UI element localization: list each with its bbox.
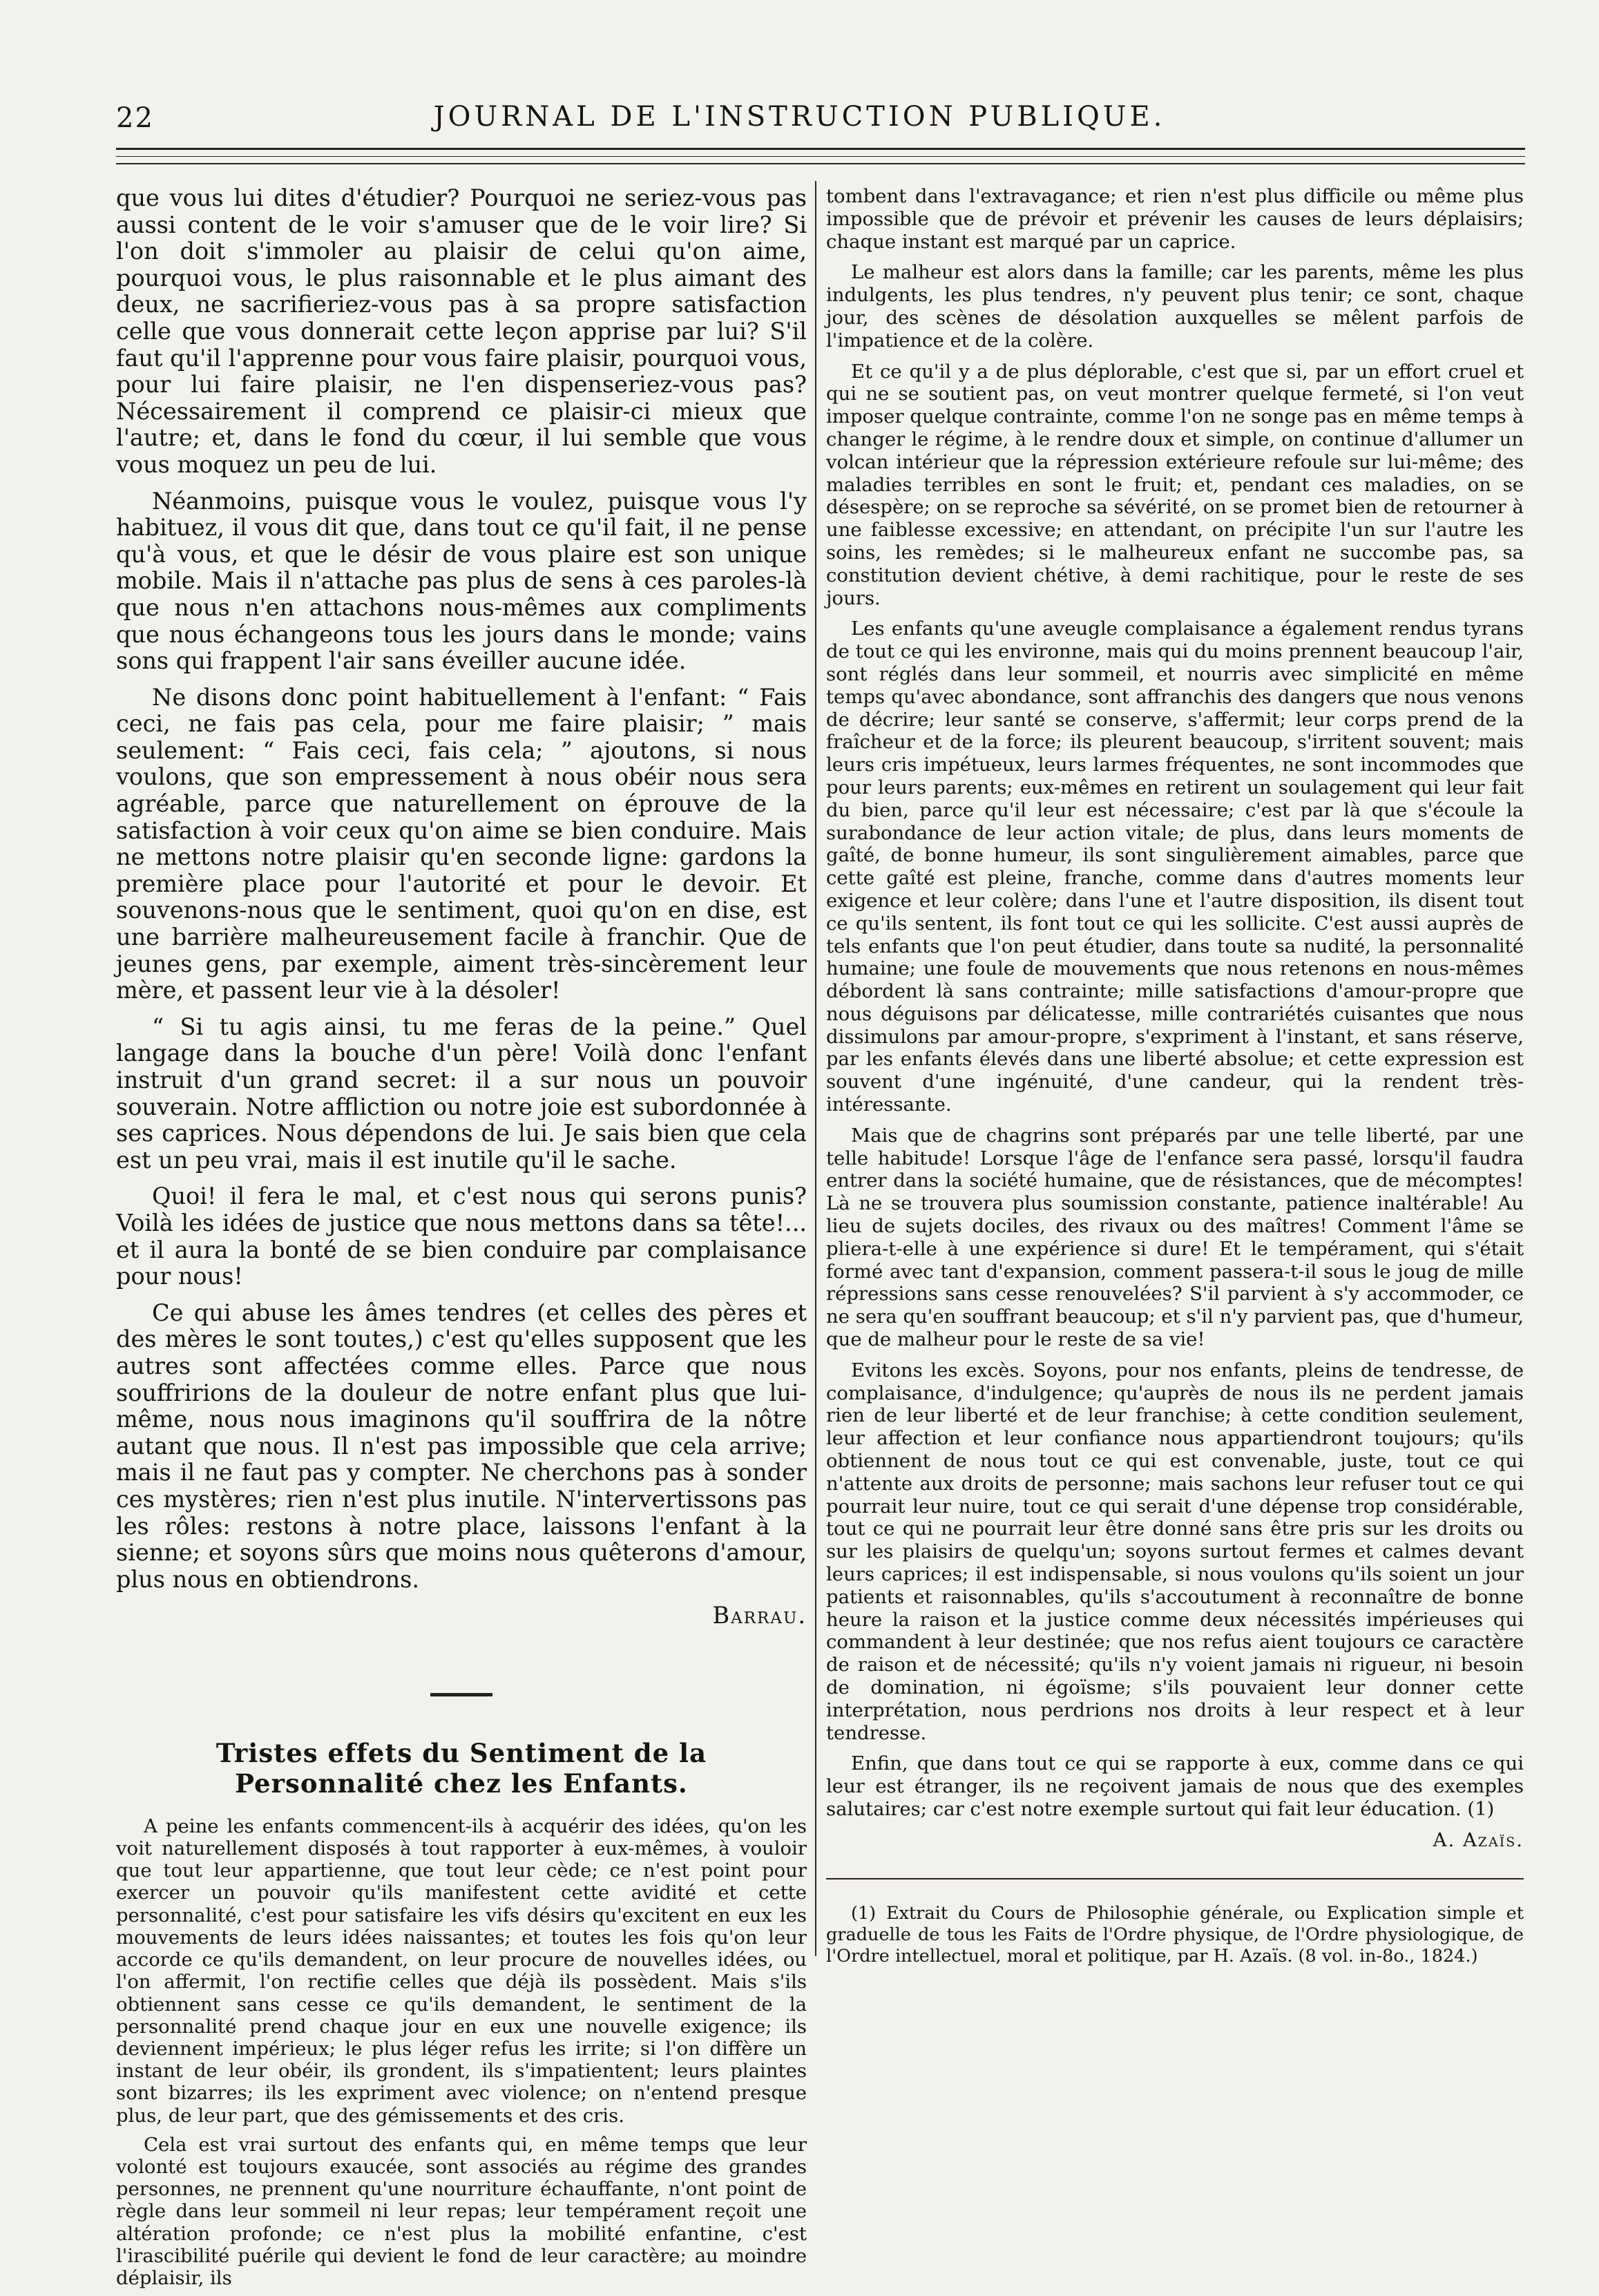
paragraph: Les enfants qu'une aveugle complaisance a également rendus tyrans de tout ce qui les environne, mais qui du moins prennent beaucoup l'air, sont réglés dans leur sommeil, et nourris avec simplicité en même temps qu'avec abondance, sont affranchis des dangers que nous venons de décrire; leur santé se conserve, s'affermit; leur corps prend de la fraîcheur et de la force; ils pleurent beaucoup, s'irritent souvent; mais leurs cris impétueux, leurs larmes fréquentes, ne sont incommodes que pour leurs parents; eux-mêmes en retirent un soulagement qui leur fait du bien, parce qu'il leur est nécessaire; c'est par là que s'écoule la surabondance de leur action vitale; de plus, dans leurs moments de gaîté, de bonne humeur, ils sont singulièrement aimables, parce que cette gaîté est pleine, franche, comme dans d'autres moments leur exigence et leur colère; dans l'une et l'autre disposition, ils disent tout ce qu'ils sentent, ils font tout ce qui les sollicite. C'est aussi auprès de tels enfants que l'on peut étudier, dans toute sa nudité, la personnalité humaine; une foule de mouvements que nous retenons en nous-mêmes débordent là sans contrainte; mille satisfactions d'amour-propre que nous déguisons par délicatesse, mille contrariétés cuisantes que nous dissimulons par amour-propre, s'expriment à l'instant, et sans réserve, par les enfants élevés dans une liberté absolue; et cette expression est souvent d'une ingénuité, d'une candeur, qui la rendent très-intéressante.	[826, 618, 1524, 1116]
column-divider	[815, 181, 816, 1956]
section-separator	[430, 1693, 492, 1696]
footnote-rule	[826, 1878, 1524, 1879]
header-rule-thin	[116, 156, 1525, 157]
author-signature: Barrau.	[712, 1602, 807, 1629]
paragraph: tombent dans l'extravagance; et rien n'est plus difficile ou même plus impossible que de prévoir et prévenir les causes de leurs déplaisirs; chaque instant est marqué par un caprice.	[826, 185, 1524, 253]
article-title: Tristes effets du Sentiment de la Personnalité chez les Enfants.	[216, 1737, 707, 1799]
paragraph: Enfin, que dans tout ce qui se rapporte à eux, comme dans ce qui leur est étranger, ils ne reçoivent jamais de nous que des exemples salutaires; car c'est notre exemple surtout qui fait leur éducation. (1)	[826, 1752, 1524, 1820]
header-rule-lower	[116, 163, 1525, 164]
paragraph: Et ce qu'il y a de plus déplorable, c'est que si, par un effort cruel et qui ne se soutient pas, on veut montrer quelque fermeté, si l'on veut imposer quelque contrainte, comme l'on ne songe pas en même temps à changer le régime, à le rendre doux et simple, on continue d'allumer un volcan intérieur que la répression extérieure refoule sur lui-même; des maladies terribles en sont le fruit; et, pendant ces maladies, on se désespère; on se reproche sa sévérité, on se promet bien de retourner à une faiblesse excessive; en attendant, on précipite l'un sur l'autre les soins, les remèdes; si le malheureux enfant ne succombe pas, sa constitution devient chétive, à demi rachitique, pour le reste de ses jours.	[826, 360, 1524, 609]
paragraph: Mais que de chagrins sont préparés par une telle liberté, par une telle habitude! Lorsque l'âge de l'enfance sera passé, lorsqu'il faudra entrer dans la société humaine, que de résistances, que de mécomptes! Là ne se trouvera plus soumission constante, patience inaltérable! Au lieu de sujets dociles, des rivaux ou des maîtres! Comment l'âme se pliera-t-elle à une expérience si dure! Et le tempérament, qui s'était formé avec tant d'expansion, comment passera-t-il sous le joug de mille répressions sans cesse renouvelées? S'il parvient à s'y accommoder, ce ne sera qu'en souffrant beaucoup; et s'il n'y parvient pas, que d'humeur, que de malheur pour le reste de sa vie!	[826, 1124, 1524, 1351]
left-column	[116, 185, 807, 2296]
paragraph: que vous lui dites d'étudier? Pourquoi ne seriez-vous pas aussi content de le voir s'amuser que de le voir lire? Si l'on doit s'immoler au plaisir de celui qu'on aime, pourquoi vous, le plus raisonnable et le plus aimant des deux, ne sacrifieriez-vous pas à sa propre satisfaction celle que vous donnerait cette leçon apprise par lui? S'il faut qu'il l'apprenne pour vous faire plaisir, pourquoi vous, pour lui faire plaisir, ne l'en dispenseriez-vous pas? Nécessairement il comprend ce plaisir-ci mieux que l'autre; et, dans le fond du cœur, il lui semble que vous vous moquez un peu de lui.	[116, 184, 807, 478]
paragraph: Ne disons donc point habituellement à l'enfant: “ Fais ceci, ne fais pas cela, pour me faire plaisir; ” mais seulement: “ Fais ceci, fais cela; ” ajoutons, si nous voulons, que son empressement à nous obéir nous sera agréable, parce que naturellement on éprouve de la satisfaction à voir ceux qu'on aime se bien conduire. Mais ne mettons notre plaisir qu'en seconde ligne: gardons la première place pour l'autorité et pour le devoir. Et souvenons-nous que le sentiment, quoi qu'on en dise, est une barrière malheureusement facile à franchir. Que de jeunes gens, par exemple, aiment très-sincèrement leur mère, et passent leur vie à la désoler!	[116, 683, 807, 1004]
paragraph: Néanmoins, puisque vous le voulez, puisque vous l'y habituez, il vous dit que, dans tout ce qu'il fait, il ne pense qu'à vous, et que le désir de vous plaire est son unique mobile. Mais il n'attache pas plus de sens à ces paroles-là que nous n'en attachons nous-mêmes aux compliments que nous échangeons tous les jours dans le monde; vains sons qui frappent l'air sans éveiller aucune idée.	[116, 487, 807, 675]
paragraph: Cela est vrai surtout des enfants qui, en même temps que leur volonté est toujours exaucée, sont associés au régime des grandes personnes, ne prennent qu'une nourriture échauffante, n'ont point de règle dans leur sommeil ni leur repas; leur tempérament reçoit une altération profonde; ce n'est plus la mobilité enfantine, c'est l'irascibilité puérile qui devient le fond de leur caractère; au moindre déplaisir, ils	[116, 2133, 807, 2289]
paragraph: “ Si tu agis ainsi, tu me feras de la peine.” Quel langage dans la bouche d'un père! Voilà donc l'enfant instruit d'un grand secret: il a sur nous un pouvoir souverain. Notre affliction ou notre joie est subordonnée à ses caprices. Nous dépendons de lui. Je sais bien que cela est un peu vrai, mais il est inutile qu'il le sache.	[116, 1013, 807, 1174]
paragraph: A peine les enfants commencent-ils à acquérir des idées, qu'on les voit naturellement disposés à tout rapporter à eux-mêmes, à vouloir que tout leur appartienne, que tout leur cède; ce n'est point pour exercer un pouvoir qu'ils manifestent cette avidité et cette personnalité, c'est pour satisfaire les vifs désirs qu'excitent en eux les mouvements de leurs idées naissantes; et toutes les fois qu'on leur accorde ce qu'ils demandent, on leur procure de nouvelles idées, ou l'on affermit, l'on rectifie celles que déjà ils possèdent. Mais s'ils obtiennent sans cesse ce qu'ils demandent, le sentiment de la personnalité prend chaque jour en eux une nouvelle exigence; ils deviennent impérieux; le plus léger refus les irrite; si l'on diffère un instant de leur obéir, ils grondent, ils s'impatientent; leurs plaintes sont bizarres; ils les expriment avec violence; on n'entend presque plus, de leur part, que des gémissements et des cris.	[116, 1815, 807, 2127]
footnote: (1) Extrait du Cours de Philosophie générale, ou Explication simple et graduelle de tous les Faits de l'Ordre physique, de l'Ordre physiologique, de l'Ordre intellectuel, moral et politique, par H. Azaïs. (8 vol. in-8o., 1824.)	[826, 1902, 1524, 1967]
right-column	[826, 185, 1524, 1975]
second-article-left	[116, 1815, 807, 2289]
paragraph: Le malheur est alors dans la famille; car les parents, même les plus indulgents, les plus tendres, n'y peuvent plus tenir; ce sont, chaque jour, des scènes de désolation auxquelles se mêlent parfois de l'impatience et de la colère.	[826, 261, 1524, 352]
first-article	[116, 185, 807, 1629]
author-signature: A. Azaïs.	[1433, 1828, 1524, 1851]
paragraph: Evitons les excès. Soyons, pour nos enfants, pleins de tendresse, de complaisance, d'indulgence; qu'auprès de nous ils ne perdent jamais rien de leur liberté et de leur franchise; à cette condition seulement, leur affection et leur confiance nous appartiendront toujours; qu'ils obtiennent de nous tout ce qui est convenable, juste, tout ce qui n'attente aux droits de personne; mais sachons leur refuser tout ce qui pourrait leur nuire, tout ce qui serait d'une dépense trop considérable, tout ce qui ne pourrait leur être donné sans être pris sur les droits ou sur les plaisirs de quelqu'un; soyons surtout fermes et calmes devant leurs caprices; il est indispensable, si nous voulons qu'ils soient un jour patients et raisonnables, qu'ils s'accoutument à reconnaître de bonne heure la raison et la justice comme deux nécessités impérieuses qui commandent à leur destinée; que nos refus aient toujours ce caractère de raison et de nécessité; qu'ils n'y voient jamais ni rigueur, ni besoin de domination, ni égoïsme; s'ils pouvaient leur donner cette interprétation, nous perdrions nos droits à leur respect et à leur tendresse.	[826, 1359, 1524, 1744]
page-number: 22	[116, 102, 154, 134]
paragraph: Ce qui abuse les âmes tendres (et celles des pères et des mères le sont toutes,) c'est qu'elles supposent que les autres sont affectées comme elles. Parce que nous souffririons de la douleur de notre enfant plus que lui-même, nous nous imaginons qu'il souffrira de la nôtre autant que nous. Il n'est pas impossible que cela arrive; mais il ne faut pas y compter. Ne cherchons pas à sonder ces mystères; rien n'est plus inutile. N'intervertissons pas les rôles: restons à notre place, laissons l'enfant à la sienne; et soyons sûrs que moins nous quêterons d'amour, plus nous en obtiendrons.	[116, 1299, 807, 1593]
paragraph: Quoi! il fera le mal, et c'est nous qui serons punis? Voilà les idées de justice que nous mettons dans sa tête!... et il aura la bonté de se bien conduire par complaisance pour nous!	[116, 1183, 807, 1290]
running-head: JOURNAL DE L'INSTRUCTION PUBLIQUE.	[433, 101, 1166, 133]
header-rule	[116, 148, 1525, 150]
